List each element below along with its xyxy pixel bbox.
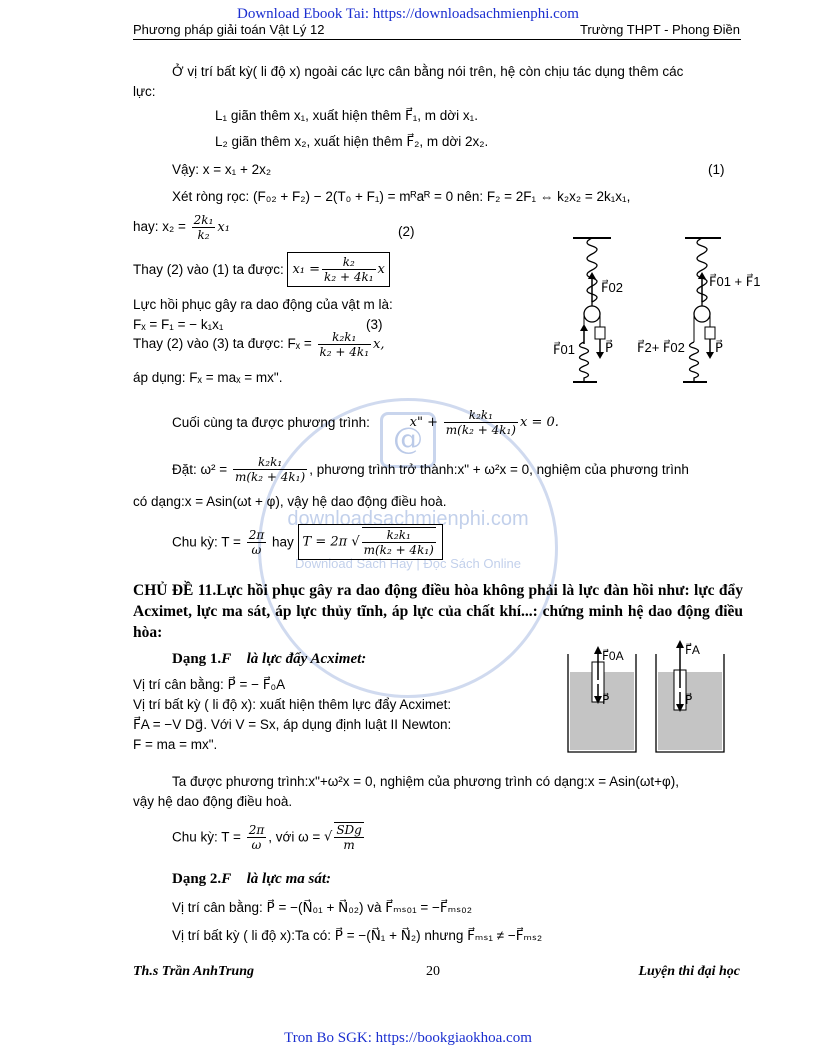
line-l2: L₂ giãn thêm x₂, xuất hiện thêm F⃗₂, m dời 2x₂. [215, 134, 489, 149]
period-formula-2: Chu kỳ: T = $\frac{2\pi}{\omega}$ , với ω = √ $\frac{\text{SDg}}{m}$ [172, 822, 362, 852]
dang1-line-3: F⃗A = −V Dg⃗. Với V = Sx, áp dụng định luật II Newton: [133, 717, 452, 732]
dang-1-heading: Dạng 1.F⃗ là lực đẩy Acximet: [172, 651, 367, 667]
equation-3: Fₓ = F₁ = − k₁x₁ [133, 317, 224, 332]
bottom-banner[interactable]: Tron Bo SGK: https://bookgiaokhoa.com [284, 1030, 532, 1046]
apply-newton: áp dụng: Fₓ = maₓ = mx". [133, 370, 283, 385]
equation-substitute-3: Thay (2) vào (3) ta được: Fₓ = $\frac{\text{k₂k₁}}{\text{k₂ + 4k₁}}$ x, [133, 330, 385, 359]
omega-definition: Đặt: ω² = $\frac{\text{k₂k₁}}{\text{m(k₂ + 4k₁)}}$ , phương trình trở thành:x" + ω²x = 0, nghiệm của phương trình [172, 455, 689, 484]
footer-right: Luyện thi đại học [638, 964, 740, 979]
final-equation: Cuối cùng ta được phương trình: x" + $\frac{\text{k₂k₁}}{\text{m(k₂ + 4k₁)}}$ x = 0. [172, 408, 559, 437]
equation-2: hay: x₂ = $\frac{\text{2k₁}}{\text{k₂}}$ x₁ [133, 213, 230, 242]
paragraph-intro-cont: lực: [133, 84, 156, 99]
label-p-2: P⃗ [715, 340, 723, 355]
label-f0a: F⃗0A [602, 649, 624, 663]
dang1-line-1: Vị trí cân bằng: P⃗ = − F⃗₀A [133, 677, 286, 692]
header-right: Trường THPT - Phong Điền [579, 22, 740, 37]
dang1-line-4: F = ma = mx". [133, 737, 218, 752]
label-f01-f1: F⃗01 + F⃗1 [709, 274, 761, 289]
label-f01: F⃗01 [553, 342, 575, 357]
equation-1: Vậy: x = x₁ + 2x₂ [172, 162, 272, 177]
label-p-a: P⃗ [602, 693, 610, 707]
equation-pulley: Xét ròng rọc: (F₀₂ + F₂) − 2(T₀ + F₁) = mᴿaᴿ = 0 nên: F₂ = 2F₁ ⇔ k₂x₂ = 2k₁x₁, [172, 189, 631, 204]
archimedes-figure [558, 632, 743, 754]
label-p-1: P⃗ [605, 340, 613, 355]
header-left: Phương pháp giải toán Vật Lý 12 [133, 22, 325, 37]
dang1-line-2: Vị trí bất kỳ ( li độ x): xuất hiện thêm lực đẩy Acximet: [133, 697, 452, 712]
restoring-force-text: Lực hồi phục gây ra dao động của vật m là: [133, 297, 393, 312]
dang2-line-2: Vị trí bất kỳ ( li độ x):Ta có: P⃗ = −(N⃗₁ + N⃗₂) nhưng F⃗ₘₛ₁ ≠ −F⃗ₘₛ₂ [172, 928, 543, 943]
label-p-b: P⃗ [685, 693, 693, 707]
header-rule [133, 39, 741, 40]
equation-3-number: (3) [366, 317, 383, 332]
dang2-line-1: Vị trí cân bằng: P⃗ = −(N⃗₀₁ + N⃗₀₂) và F⃗ₘₛ₀₁ = −F⃗ₘₛ₀₂ [172, 900, 472, 915]
paragraph-intro: Ở vị trí bất kỳ( li độ x) ngoài các lực cân bằng nói trên, hệ còn chịu tác dụng thêm các [172, 64, 684, 79]
page-number: 20 [426, 964, 440, 979]
watermark-text: downloadsachmienphi.com [287, 508, 529, 530]
dang-2-heading: Dạng 2.F⃗ là lực ma sát: [172, 871, 332, 887]
solution-form: có dạng:x = Asin(ωt + φ), vậy hệ dao động điều hoà. [133, 494, 447, 509]
equation-2-number: (2) [398, 224, 415, 239]
period-formula: Chu kỳ: T = $\frac{2\pi}{\omega}$ hay T = 2π √ $\frac{\text{k₂k₁}}{\text{m(k₂ + 4k₁)}}$ [172, 524, 443, 560]
equation-substitute: Thay (2) vào (1) ta được: x₁ = $\frac{\text{k₂}}{\text{k₂ + 4k₁}}$ x [133, 252, 390, 287]
label-fa: F⃗A [685, 643, 700, 657]
watermark-book-icon: @ [380, 412, 436, 468]
equation-1-number: (1) [708, 162, 725, 177]
line-l1: L₁ giãn thêm x₁, xuất hiện thêm F⃗₁, m dời x₁. [215, 108, 478, 123]
dang1-result: Ta được phương trình:x"+ω²x = 0, nghiệm của phương trình có dạng:x = Asin(ωt+φ), [172, 774, 680, 789]
label-f2-f02: F⃗2+ F⃗02 [637, 340, 685, 355]
footer-author: Th.s Trần AnhTrung [133, 964, 254, 979]
spring-pulley-figure [545, 232, 761, 387]
download-banner[interactable]: Download Ebook Tai: https://downloadsachmienphi.com [237, 6, 579, 22]
dang1-result-cont: vậy hệ dao động điều hoà. [133, 794, 293, 809]
watermark-subtext: Download Sách Hay | Đọc Sách Online [295, 556, 521, 571]
label-f02: F⃗02 [601, 280, 623, 295]
topic-11-heading: CHỦ ĐỀ 11.Lực hồi phục gây ra dao động điều hòa không phải là lực đàn hồi như: lực đẩy Acximet, lực ma sát, áp lực thủy tĩnh, áp lực của chất khí...: chứng minh hệ dao động điều hòa: [133, 582, 743, 641]
